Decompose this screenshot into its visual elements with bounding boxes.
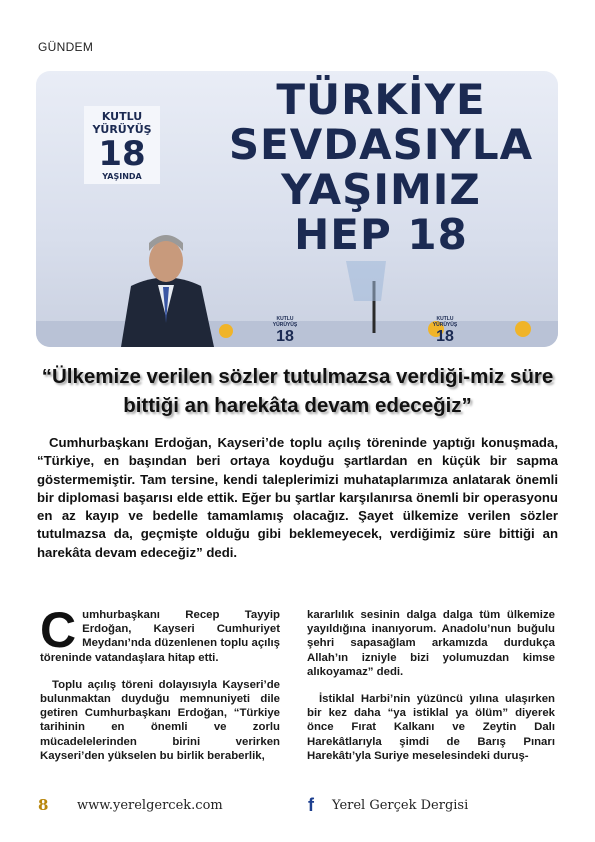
- logo-line3: YAŞINDA: [102, 172, 142, 181]
- paragraph-text: umhurbaşkanı Recep Tayyip Erdoğan, Kayseri Cumhuriyet Meydanı’nda düzenlenen toplu açılış töreninde vatandaşlara hitap etti.: [40, 609, 280, 664]
- paragraph: İstiklal Harbi’nin yüzüncü yılına ulaşırken bir kez daha “ya istiklal ya ölüm” diyerek önce Fırat Kalkanı ve Zeytin Dalı Harekâtlarıyla şimdi de Barış Pınarı Harekâtı’yla Suriye meselesindeki duruş-: [307, 693, 555, 762]
- banner-line: YAŞIMIZ: [281, 165, 481, 214]
- page-footer: [0, 796, 595, 818]
- drop-cap: C: [40, 602, 77, 658]
- article-headline: “Ülkemize verilen sözler tutulmazsa verdiği-miz süre bittiği an harekâta devam edeceğiz”: [41, 365, 554, 417]
- article-column-left: [40, 602, 280, 776]
- article-intro: Cumhurbaşkanı Erdoğan, Kayseri’de toplu açılış töreninde yaptığı konuşmada, “Türkiye, en başından beri ortaya koyduğu şartlardan en küçük bir sapma göstermemiştir. Tam tersine, kendi taleplerimizi muhataplarımıza anlatarak önemli bir diplomasi başarısı elde ettik. Eğer bu şartlar karşılanırsa önemli bir operasyonu en az kayıp ve bedelle tamamlamış olacağız. Şayet ülkemize verilen sözler tutulmazsa da, geçmişte olduğu gibi beklemeyecek, verdiğimiz süre bittiği an harekâta devam edeceğiz” dedi.: [37, 435, 558, 560]
- banner-line: TÜRKİYE: [276, 75, 486, 124]
- mini-logo-number: 18: [276, 328, 294, 345]
- facebook-icon[interactable]: f: [308, 795, 314, 815]
- logo-number: 18: [98, 134, 146, 174]
- mini-logo-number: 18: [436, 328, 454, 345]
- mini-logo-line2: YÜRÜYÜŞ: [432, 322, 458, 328]
- banner-line: SEVDASIYLA: [228, 120, 534, 169]
- mini-logo-line1: KUTLU: [276, 316, 294, 322]
- news-photo: [36, 71, 558, 347]
- banner-line: HEP 18: [294, 210, 468, 259]
- article-column-right: [307, 608, 555, 776]
- mini-logo: [268, 316, 302, 345]
- paragraph: kararlılık sesinin dalga dalga tüm ülkemize yayıldığına inanıyorum. Anadolu’nun buğulu şehri sapasağlam arkamızda durdukça Allah’ın izniyle bizi yolumuzdan kimse alıkoyamaz” dedi.: [307, 609, 555, 678]
- section-label: GÜNDEM: [38, 40, 94, 54]
- mini-logo-line2: YÜRÜYÜŞ: [272, 322, 298, 328]
- mini-logo: [428, 316, 462, 345]
- photo-banner: [226, 77, 536, 257]
- logo-line2: YÜRÜYÜŞ: [92, 123, 152, 136]
- page-number: 8: [38, 796, 49, 814]
- paragraph: Toplu açılış töreni dolayısıyla Kayseri’de bulunmaktan duyduğu memnuniyeti dile getiren Cumhurbaşkanı Erdoğan, “Türkiye tarihinin en önemli ve zorlu mücadelelerinden birini verirken Kayseri’den yükselen bu birlik beraberlik,: [40, 678, 280, 762]
- kutlu-yuruyus-logo: [84, 106, 160, 184]
- magazine-name: Yerel Gerçek Dergisi: [332, 798, 469, 813]
- logo-line1: KUTLU: [101, 110, 143, 123]
- mini-logo-line1: KUTLU: [436, 316, 454, 322]
- paragraph: [40, 602, 280, 665]
- website-link[interactable]: www.yerelgercek.com: [77, 798, 223, 813]
